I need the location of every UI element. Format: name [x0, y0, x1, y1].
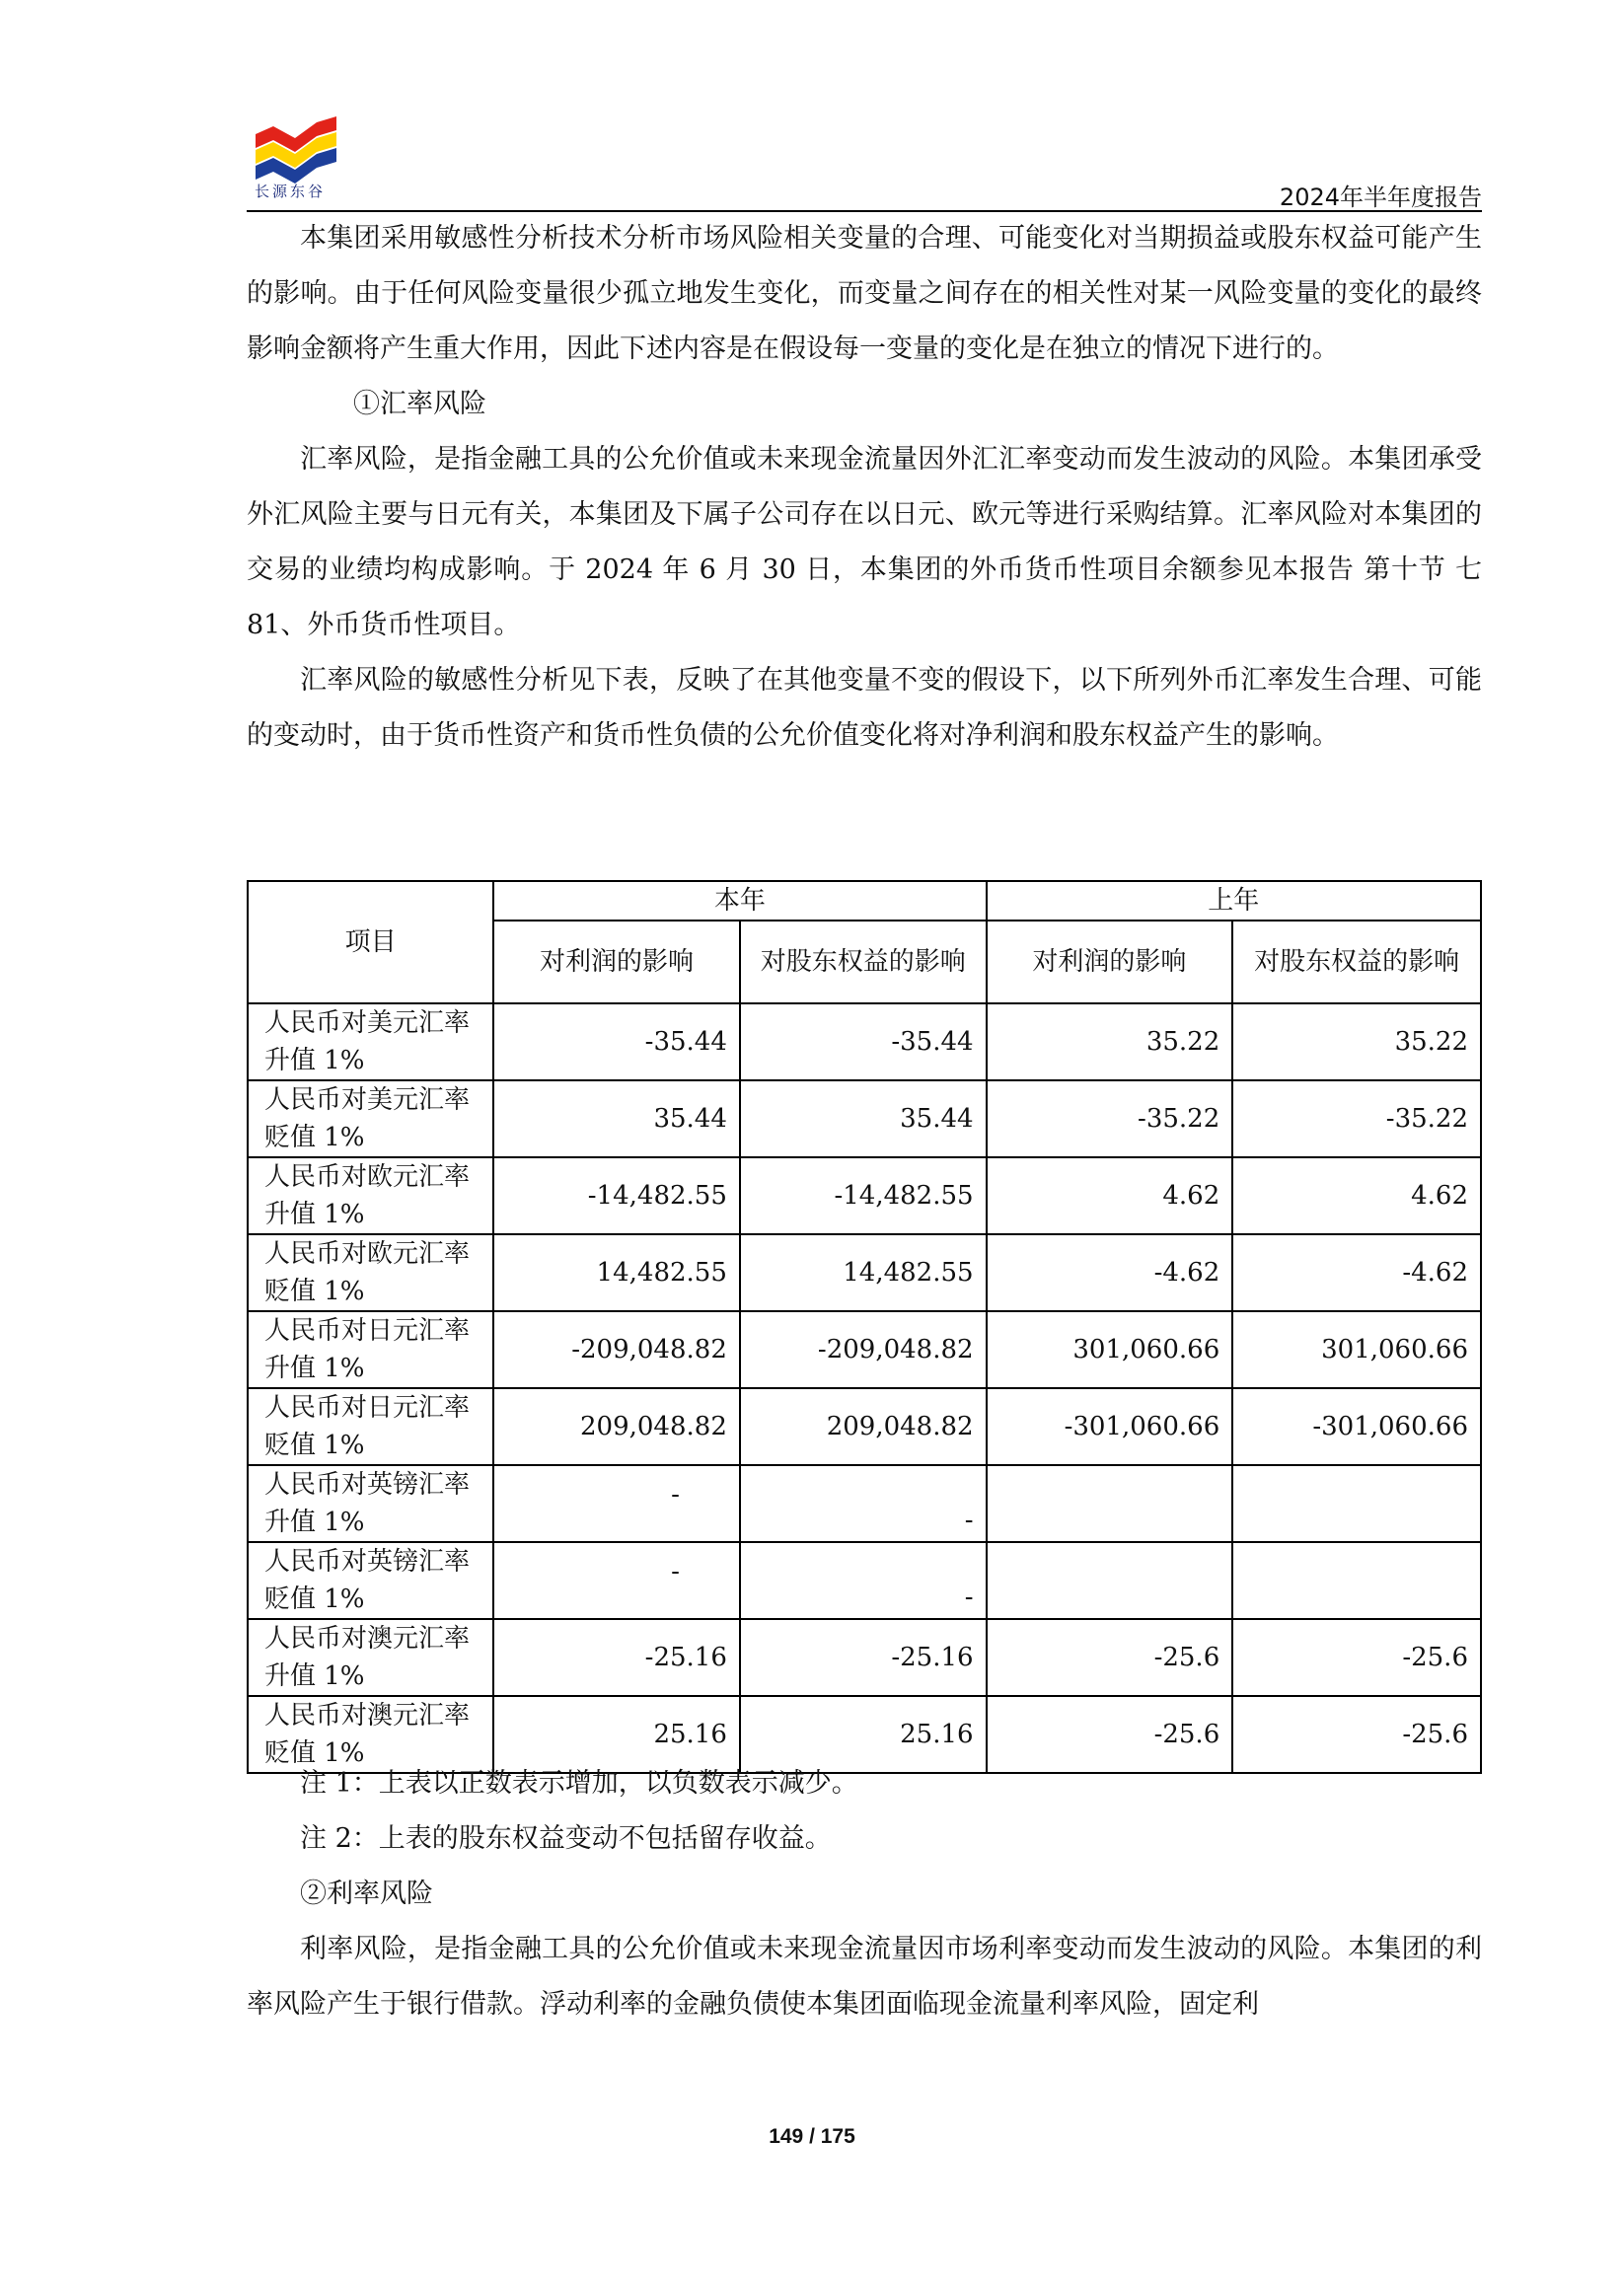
table-row	[248, 1157, 1481, 1234]
logo-text: 长源东谷	[255, 183, 327, 200]
col-header-prior-equity: 对股东权益的影响	[1232, 921, 1481, 1003]
row-label: 人民币对欧元汇率贬值 1%	[248, 1234, 493, 1311]
prior-equity-cell: -301,060.66	[1232, 1388, 1481, 1465]
prior-profit-cell: -301,060.66	[987, 1388, 1233, 1465]
current-equity-cell: -14,482.55	[740, 1157, 987, 1234]
prior-equity-cell: 4.62	[1232, 1157, 1481, 1234]
prior-profit-cell	[987, 1465, 1233, 1542]
table-row	[248, 1080, 1481, 1157]
prior-equity-cell: -25.6	[1232, 1696, 1481, 1773]
fx-risk-heading: ①汇率风险	[353, 389, 486, 419]
col-header-prior-profit: 对利润的影响	[987, 921, 1233, 1003]
current-profit-cell: 35.44	[493, 1080, 740, 1157]
prior-profit-cell: 35.22	[987, 1003, 1233, 1080]
col-header-current-equity: 对股东权益的影响	[740, 921, 987, 1003]
row-label: 人民币对澳元汇率贬值 1%	[248, 1696, 493, 1773]
interest-rate-paragraph: 利率风险，是指金融工具的公允价值或未来现金流量因市场利率变动而发生波动的风险。本集团的利率风险产生于银行借款。浮动利率的金融负债使本集团面临现金流量利率风险，固定利	[247, 1934, 1482, 2020]
current-equity-cell: -209,048.82	[740, 1311, 987, 1388]
notes-section	[247, 1756, 1482, 1922]
table-row	[248, 1542, 1481, 1619]
table-row	[248, 1465, 1481, 1542]
current-profit-cell: -209,048.82	[493, 1311, 740, 1388]
report-title: 2024年半年度报告	[1279, 184, 1482, 211]
table-row	[248, 1619, 1481, 1696]
prior-profit-cell: -4.62	[987, 1234, 1233, 1311]
col-header-item: 项目	[248, 881, 493, 1003]
row-label: 人民币对美元汇率贬值 1%	[248, 1080, 493, 1157]
prior-profit-cell: -35.22	[987, 1080, 1233, 1157]
intro-paragraph: 本集团采用敏感性分析技术分析市场风险相关变量的合理、可能变化对当期损益或股东权益可能产生的影响。由于任何风险变量很少孤立地发生变化，而变量之间存在的相关性对某一风险变量的变化的最终影响金额将产生重大作用，因此下述内容是在假设每一变量的变化是在独立的情况下进行的。	[247, 223, 1482, 364]
table-row	[248, 1388, 1481, 1465]
table-row	[248, 1003, 1481, 1080]
fx-sensitivity-table	[247, 880, 1482, 1774]
table-row	[248, 1311, 1481, 1388]
current-equity-cell: 209,048.82	[740, 1388, 987, 1465]
fx-risk-paragraph: 汇率风险，是指金融工具的公允价值或未来现金流量因外汇汇率变动而发生波动的风险。本集团承受外汇风险主要与日元有关，本集团及下属子公司存在以日元、欧元等进行采购结算。汇率风险对本集团的交易的业绩均构成影响。于 2024 年 6 月 30 日，本集团的外币货币性项目余额参见本报告 第十节 七 81、外币货币性项目。	[247, 444, 1482, 640]
current-profit-cell: -14,482.55	[493, 1157, 740, 1234]
current-profit-cell: 209,048.82	[493, 1388, 740, 1465]
prior-profit-cell	[987, 1542, 1233, 1619]
page-number: 149 / 175	[769, 2125, 855, 2148]
prior-equity-cell: 301,060.66	[1232, 1311, 1481, 1388]
prior-equity-cell: -25.6	[1232, 1619, 1481, 1696]
fx-sensitivity-paragraph: 汇率风险的敏感性分析见下表，反映了在其他变量不变的假设下，以下所列外币汇率发生合理、可能的变动时，由于货币性资产和货币性负债的公允价值变化将对净利润和股东权益产生的影响。	[247, 665, 1482, 751]
col-group-prior-year: 上年	[987, 881, 1481, 921]
prior-equity-cell: -4.62	[1232, 1234, 1481, 1311]
current-profit-cell: -35.44	[493, 1003, 740, 1080]
note-2: 注 2：上表的股东权益变动不包括留存收益。	[300, 1823, 832, 1854]
current-equity-cell: -25.16	[740, 1619, 987, 1696]
interest-rate-section	[247, 1922, 1482, 2032]
note-1: 注 1：上表以正数表示增加，以负数表示减少。	[300, 1768, 858, 1799]
current-profit-cell: -	[493, 1465, 740, 1542]
prior-equity-cell	[1232, 1465, 1481, 1542]
row-label: 人民币对英镑汇率贬值 1%	[248, 1542, 493, 1619]
col-header-current-profit: 对利润的影响	[493, 921, 740, 1003]
current-equity-cell: 14,482.55	[740, 1234, 987, 1311]
table-row	[248, 1234, 1481, 1311]
current-profit-cell: 14,482.55	[493, 1234, 740, 1311]
prior-equity-cell: -35.22	[1232, 1080, 1481, 1157]
row-label: 人民币对澳元汇率升值 1%	[248, 1619, 493, 1696]
col-group-current-year: 本年	[493, 881, 986, 921]
prior-profit-cell: 301,060.66	[987, 1311, 1233, 1388]
row-label: 人民币对美元汇率升值 1%	[248, 1003, 493, 1080]
row-label: 人民币对日元汇率升值 1%	[248, 1311, 493, 1388]
current-equity-cell: 35.44	[740, 1080, 987, 1157]
row-label: 人民币对英镑汇率升值 1%	[248, 1465, 493, 1542]
row-label: 人民币对日元汇率贬值 1%	[248, 1388, 493, 1465]
prior-equity-cell	[1232, 1542, 1481, 1619]
logo-wave-icon	[256, 116, 336, 184]
current-profit-cell: -	[493, 1542, 740, 1619]
prior-profit-cell: 4.62	[987, 1157, 1233, 1234]
current-equity-cell: -35.44	[740, 1003, 987, 1080]
prior-profit-cell: -25.6	[987, 1696, 1233, 1773]
current-equity-cell: -	[740, 1542, 987, 1619]
row-label: 人民币对欧元汇率升值 1%	[248, 1157, 493, 1234]
current-profit-cell: 25.16	[493, 1696, 740, 1773]
current-equity-cell: 25.16	[740, 1696, 987, 1773]
current-profit-cell: -25.16	[493, 1619, 740, 1696]
current-equity-cell: -	[740, 1465, 987, 1542]
prior-equity-cell: 35.22	[1232, 1003, 1481, 1080]
prior-profit-cell: -25.6	[987, 1619, 1233, 1696]
intro-section	[247, 211, 1482, 764]
interest-rate-heading: ②利率风险	[300, 1879, 433, 1909]
